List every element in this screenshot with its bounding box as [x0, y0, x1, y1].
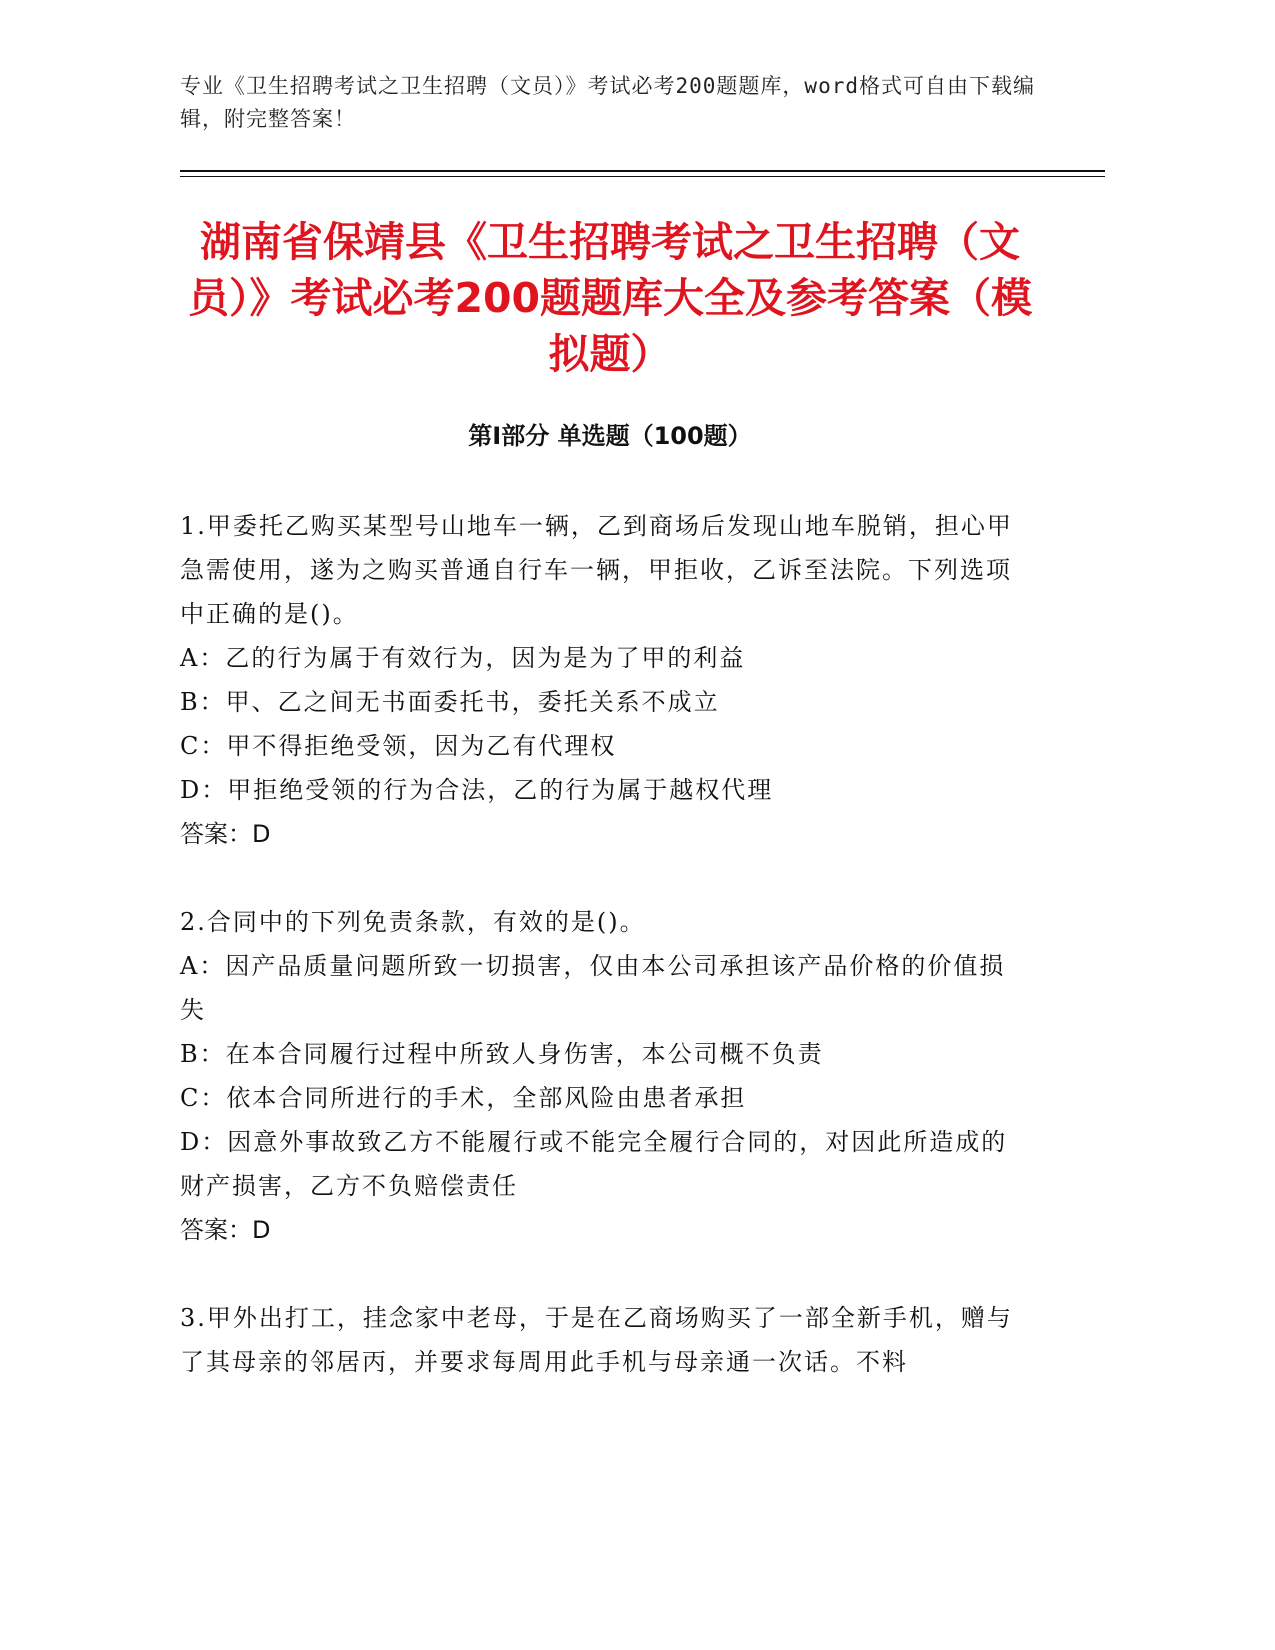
answer-line: 答案：D [180, 820, 271, 848]
section-title: 第Ⅰ部分 单选题（100题） [468, 422, 752, 450]
question-2 [180, 900, 1030, 1252]
document-title: 湖南省保靖县《卫生招聘考试之卫生招聘（文员）》考试必考200题题库大全及参考答案（模拟题） [187, 218, 1033, 378]
header-rule-thin [180, 176, 1105, 177]
header-note: 专业《卫生招聘考试之卫生招聘（文员）》考试必考200题题库，word格式可自由下载编辑，附完整答案！ [180, 74, 1035, 131]
question-3 [180, 1296, 1030, 1384]
option-a: A：因产品质量问题所致一切损害，仅由本公司承担该产品价格的价值损失 [180, 952, 1006, 1024]
header-rule-thick [180, 170, 1105, 172]
option-a: A：乙的行为属于有效行为，因为是为了甲的利益 [180, 644, 746, 672]
option-b: B：在本合同履行过程中所致人身伤害，本公司概不负责 [180, 1040, 824, 1068]
option-c: C：依本合同所进行的手术，全部风险由患者承担 [180, 1084, 747, 1112]
question-1 [180, 504, 1030, 856]
option-c: C：甲不得拒绝受领，因为乙有代理权 [180, 732, 617, 760]
answer-line: 答案：D [180, 1216, 271, 1244]
option-b: B：甲、乙之间无书面委托书，委托关系不成立 [180, 688, 720, 716]
option-d: D：因意外事故致乙方不能履行或不能完全履行合同的，对因此所造成的财产损害，乙方不负赔偿责任 [180, 1128, 1008, 1200]
question-list [180, 504, 1030, 1428]
question-stem: 2.合同中的下列免责条款，有效的是()。 [180, 908, 646, 936]
question-stem: 3.甲外出打工，挂念家中老母，于是在乙商场购买了一部全新手机，赠与了其母亲的邻居丙，并要求每周用此手机与母亲通一次话。不料 [180, 1304, 1013, 1376]
option-d: D：甲拒绝受领的行为合法，乙的行为属于越权代理 [180, 776, 774, 804]
question-stem: 1.甲委托乙购买某型号山地车一辆，乙到商场后发现山地车脱销，担心甲急需使用，遂为之购买普通自行车一辆，甲拒收，乙诉至法院。下列选项中正确的是()。 [180, 512, 1013, 628]
